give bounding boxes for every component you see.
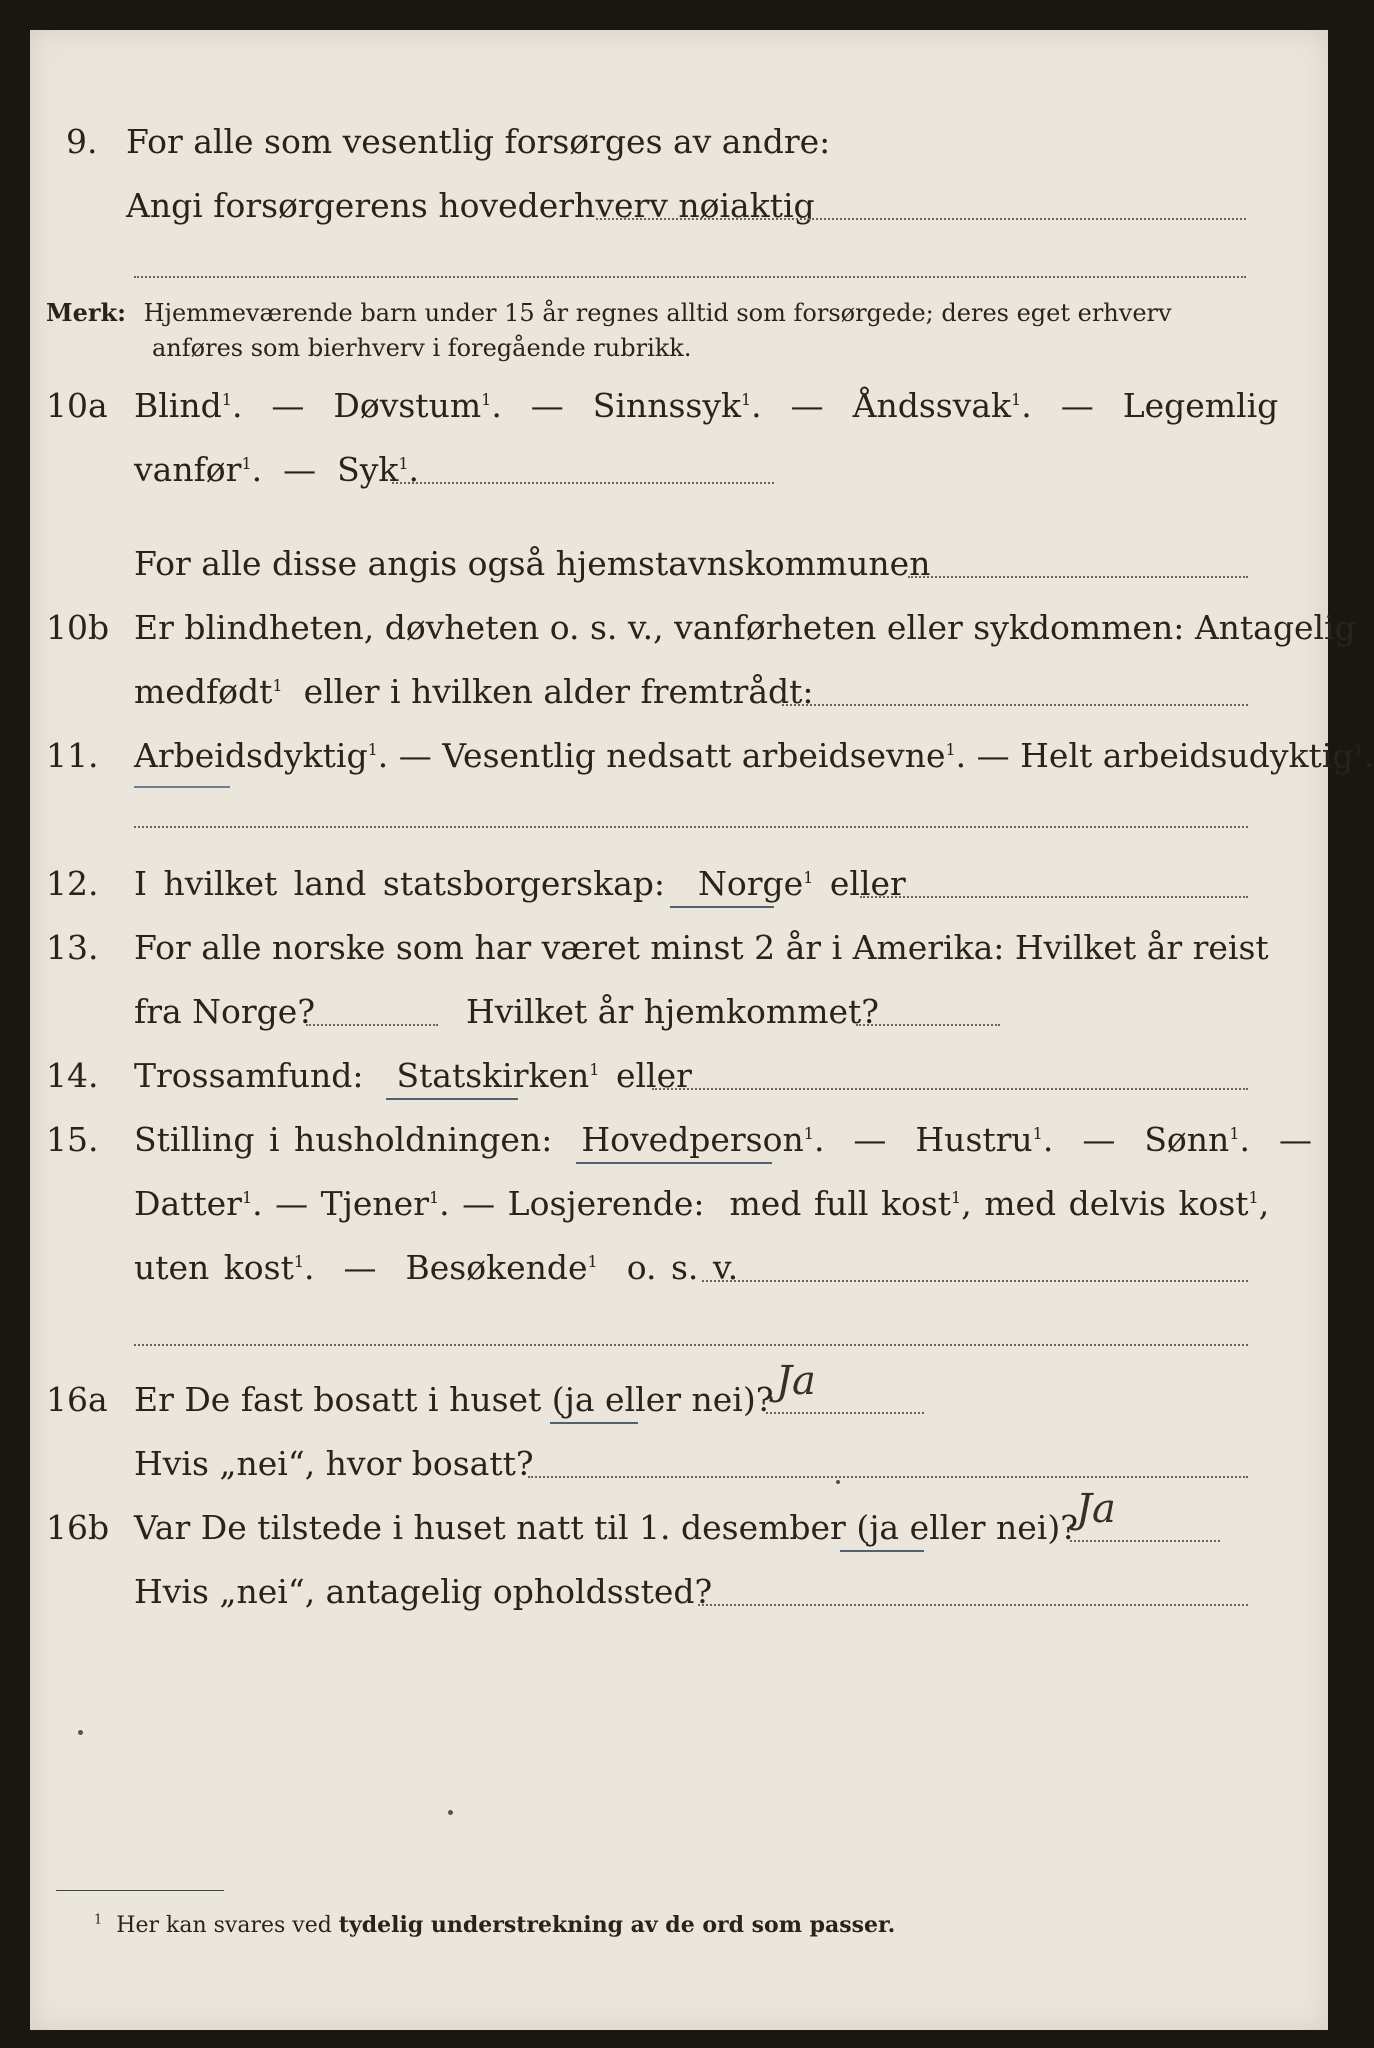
merk-note: [46, 296, 1172, 330]
q16b-handwritten-answer: Ja: [1076, 1486, 1116, 1532]
option-helt-udyktig[interactable]: Helt arbeidsudyktig: [1020, 736, 1354, 775]
q13-line1: For alle norske som har været minst 2 år i Amerika: Hvilket år reist: [134, 928, 1269, 967]
q14-statskirken-underline: [386, 1098, 518, 1100]
q10a-syk-field[interactable]: [392, 482, 774, 484]
merk-line2: anføres som bierhverv i foregående rubrikk.: [152, 334, 692, 362]
q14-label: Trossamfund:: [134, 1056, 364, 1095]
q14-trossamfund-field[interactable]: [652, 1088, 1248, 1090]
q15-line3: uten kost$^1$. — Besøkende$^1$ o. s. v.: [134, 1248, 739, 1287]
footnote-mark: 1: [293, 1252, 305, 1271]
q9-number: 9.: [66, 122, 98, 161]
option-uten-kost[interactable]: uten kost: [134, 1248, 294, 1287]
q16b-number: 16b: [46, 1508, 110, 1547]
footnote-mark: 1: [272, 676, 283, 695]
dash: —: [530, 386, 564, 425]
q10a-line3: For alle disse angis også hjemstavnskommunen: [134, 544, 931, 583]
footnote-rule: [56, 1890, 224, 1891]
merk-label: Merk:: [46, 298, 126, 327]
footnote-mark: 1: [428, 1188, 440, 1207]
q12-text: I hvilket land statsborgerskap:: [134, 864, 666, 903]
q16a-bosatt-field[interactable]: [528, 1476, 1248, 1478]
dash: —: [1082, 1120, 1116, 1159]
footnote-mark: 1: [1032, 1124, 1043, 1143]
q11-answer-field[interactable]: [134, 826, 1248, 828]
option-hovedperson[interactable]: Hovedperson: [581, 1120, 804, 1159]
q13-number: 13.: [46, 928, 99, 967]
q15-hovedperson-underline: [576, 1162, 772, 1164]
q16b-answer-field[interactable]: [1070, 1540, 1220, 1542]
q10b-line1: Er blindheten, døvheten o. s. v., vanførheten eller sykdommen: Antagelig: [134, 608, 1356, 647]
q9-line1: For alle som vesentlig forsørges av andre:: [126, 122, 831, 161]
q10b-alder-field[interactable]: [782, 704, 1248, 706]
footnote-mark: 1: [241, 1188, 253, 1207]
q14-line: [134, 1056, 692, 1096]
q16a-number: 16a: [46, 1380, 108, 1419]
q11-arbeidsdyktig-underline: [134, 786, 230, 788]
q10a-line2: vanfør$^1$. — Syk$^1$.: [134, 450, 420, 489]
q10b-number: 10b: [46, 608, 110, 647]
q15-osv: o. s. v.: [626, 1248, 739, 1287]
q12-line: [134, 864, 906, 904]
footnote-mark: 1: [803, 868, 814, 887]
option-medfodt[interactable]: medfødt: [134, 672, 273, 711]
dash: —: [790, 386, 824, 425]
option-tjener[interactable]: Tjener: [320, 1184, 429, 1223]
q15-line1: Stilling i husholdningen: Hovedperson$^1$. — Hustru$^1$. — Sønn$^1$. —: [134, 1120, 1312, 1159]
dash: —: [1278, 1120, 1312, 1159]
footnote-mark: 1: [1353, 740, 1364, 759]
q12-land-field[interactable]: [860, 896, 1248, 898]
q15-line2: Datter$^1$. — Tjener$^1$. — Losjerende: med full kost$^1$, med delvis kost$^1$,: [134, 1184, 1270, 1223]
dash: —: [398, 736, 432, 775]
q10a-line1: Blind$^1$. — Døvstum$^1$. — Sinnssyk$^1$. — Åndssvak$^1$. — Legemlig: [134, 386, 1279, 425]
q11-number: 11.: [46, 736, 99, 775]
footnote-mark: 1: [481, 390, 492, 409]
q12-eller: eller: [829, 864, 906, 903]
footnote-mark: 1: [589, 1060, 600, 1079]
option-blind[interactable]: Blind: [134, 386, 222, 425]
dash: —: [976, 736, 1010, 775]
option-vanfor[interactable]: vanfør: [134, 450, 242, 489]
footnote: [94, 1910, 895, 1941]
dash: —: [283, 450, 317, 489]
option-norge[interactable]: Norge: [698, 864, 804, 903]
option-syk[interactable]: Syk: [337, 450, 399, 489]
dash: —: [271, 386, 305, 425]
footnote-mark: 1: [587, 1252, 598, 1271]
option-delvis-kost[interactable]: med delvis kost: [984, 1184, 1249, 1223]
q16a-answer-field[interactable]: [766, 1412, 924, 1414]
q10a-number: 10a: [46, 386, 108, 425]
q16b-line2: Hvis „nei“, antagelig opholdssted?: [134, 1572, 713, 1611]
q12-number: 12.: [46, 864, 99, 903]
footnote-mark: 1: [951, 1188, 962, 1207]
footnote-mark: 1: [945, 740, 956, 759]
q16a-line1: Er De fast bosatt i huset (ja eller nei)?: [134, 1380, 774, 1419]
option-full-kost[interactable]: med full kost: [729, 1184, 952, 1223]
q14-number: 14.: [46, 1056, 99, 1095]
option-andssvak[interactable]: Åndssvak: [852, 386, 1012, 425]
q13-reist-field[interactable]: [306, 1024, 438, 1026]
footnote-mark: 1: [803, 1124, 814, 1143]
option-legemlig[interactable]: Legemlig: [1122, 386, 1279, 425]
q15-number: 15.: [46, 1120, 99, 1159]
option-sinnssyk[interactable]: Sinnssyk: [592, 386, 741, 425]
footnote-mark: 1: [94, 1912, 103, 1928]
footnote-mark: 1: [1248, 1188, 1259, 1207]
q9-answer-field-2[interactable]: [134, 276, 1246, 278]
q14-eller: eller: [615, 1056, 692, 1095]
dash: —: [343, 1248, 377, 1287]
option-dovstum[interactable]: Døvstum: [333, 386, 482, 425]
q16b-line1: Var De tilstede i huset natt til 1. desember (ja eller nei)?: [134, 1508, 1078, 1547]
option-besokende[interactable]: Besøkende: [405, 1248, 588, 1287]
option-hustru[interactable]: Hustru: [915, 1120, 1033, 1159]
footnote-mark: 1: [398, 454, 409, 473]
footnote-mark: 1: [221, 390, 232, 409]
q15-losjerende: Losjerende:: [507, 1184, 705, 1223]
q9-answer-field[interactable]: [596, 218, 1246, 220]
paper-speck: [836, 1480, 840, 1484]
footnote-mark: 1: [740, 390, 752, 409]
q16a-line2: Hvis „nei“, hvor bosatt?: [134, 1444, 534, 1483]
q16b-ja-underline: [840, 1550, 924, 1552]
option-sonn[interactable]: Sønn: [1144, 1120, 1230, 1159]
footnote-mark: 1: [1229, 1124, 1240, 1143]
q10a-kommune-field[interactable]: [908, 576, 1248, 578]
q13-hjem: Hvilket år hjemkommet?: [466, 992, 879, 1031]
option-vesentlig-nedsatt[interactable]: Vesentlig nedsatt arbeidsevne: [442, 736, 946, 775]
q10b-line2: [134, 672, 814, 712]
q16a-handwritten-answer: Ja: [776, 1358, 816, 1404]
q13-fra: fra Norge?: [134, 992, 316, 1031]
option-arbeidsdyktig[interactable]: Arbeidsdyktig: [134, 736, 368, 775]
q10b-line2-rest: eller i hvilken alder fremtrådt:: [303, 672, 814, 711]
q15-stilling-field-2[interactable]: [134, 1344, 1248, 1346]
merk-line1: Hjemmeværende barn under 15 år regnes alltid som forsørgede; deres eget erhverv: [143, 299, 1172, 327]
option-statskirken[interactable]: Statskirken: [396, 1056, 590, 1095]
dash: —: [1060, 386, 1094, 425]
dash: —: [853, 1120, 887, 1159]
footnote-plain: Her kan svares ved: [116, 1913, 332, 1938]
footnote-mark: 1: [1011, 390, 1022, 409]
dash: —: [275, 1184, 309, 1223]
q13-hjemkommet-field[interactable]: [856, 1024, 1000, 1026]
dash: —: [462, 1184, 496, 1223]
paper-speck: [448, 1810, 453, 1815]
footnote-mark: 1: [367, 740, 378, 759]
q15-stilling-field[interactable]: [702, 1280, 1248, 1282]
q16b-opholdssted-field[interactable]: [698, 1604, 1248, 1606]
census-form-page: [30, 30, 1374, 2030]
paper-speck: [78, 1730, 83, 1735]
footnote-bold: tydelig understrekning av de ord som passer.: [338, 1912, 896, 1938]
q12-norge-underline: [670, 906, 774, 908]
q11-line: Arbeidsdyktig$^1$. — Vesentlig nedsatt arbeidsevne$^1$. — Helt arbeidsudyktig$^1$.: [134, 736, 1374, 775]
q9-line2: Angi forsørgerens hovederhverv nøiaktig: [126, 186, 815, 225]
q15-label: Stilling i husholdningen:: [134, 1120, 553, 1159]
option-datter[interactable]: Datter: [134, 1184, 242, 1223]
footnote-mark: 1: [241, 454, 252, 473]
q16a-ja-underline: [550, 1422, 638, 1424]
